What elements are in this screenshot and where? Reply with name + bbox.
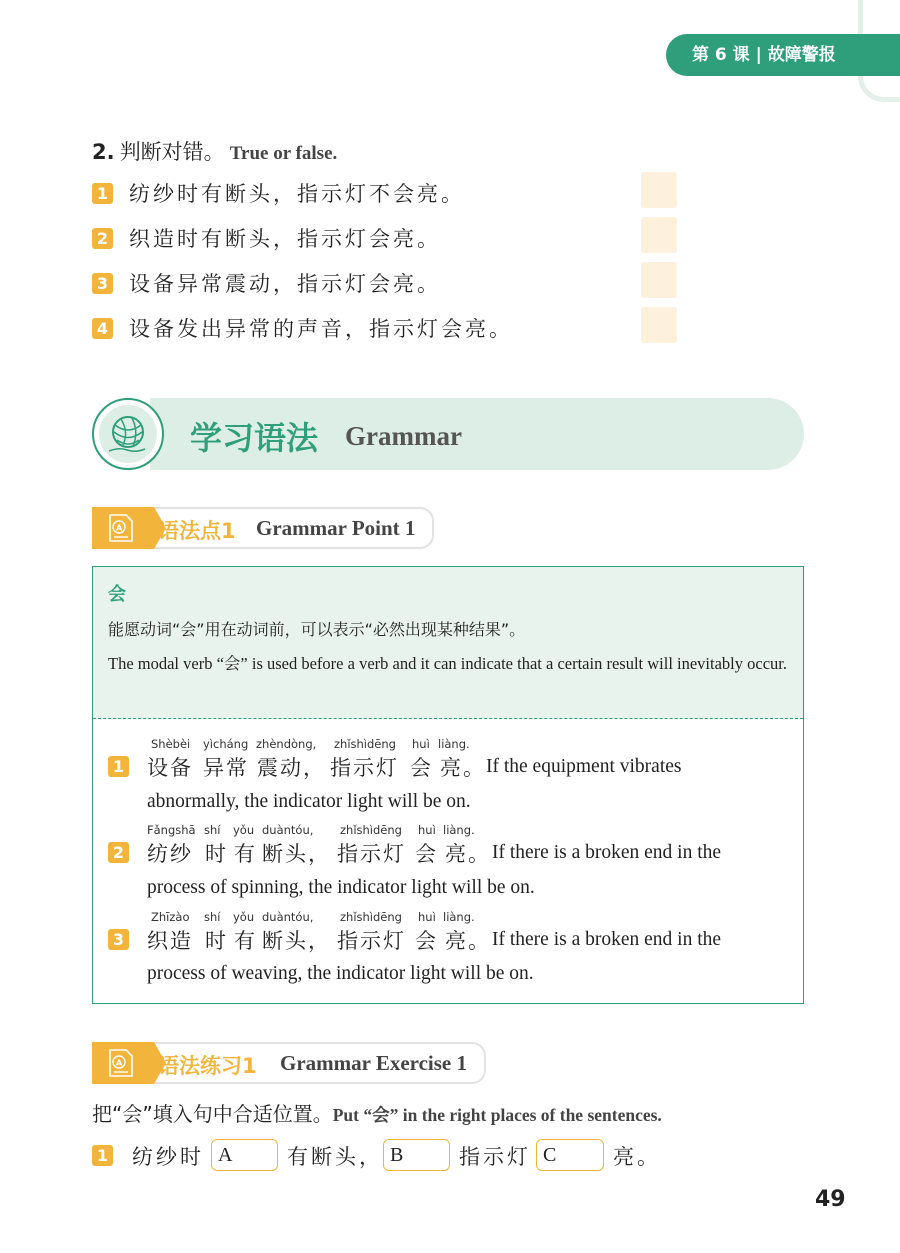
pinyin: Shèbèi <box>151 737 191 751</box>
example-english: If the equipment vibrates <box>486 756 682 777</box>
yarn-ball-icon <box>99 405 157 463</box>
sentence-segment: 亮。 <box>613 1145 661 1169</box>
example-number-badge: 3 <box>108 929 129 950</box>
pinyin: duàntóu, <box>262 910 314 924</box>
example-chinese: 织造 <box>147 929 193 953</box>
example-chinese: 断头， <box>262 929 331 953</box>
example-english: process of weaving, the indicator light will be on. <box>147 963 534 984</box>
example-chinese: 亮。 <box>445 929 491 953</box>
example-english: If there is a broken end in the <box>492 929 722 950</box>
pinyin: liàng. <box>438 737 470 751</box>
section-title-en: True or false. <box>229 143 338 164</box>
explanation-en: The modal verb “会” is used before a verb and it can indicate that a certain result will inevitably occur. <box>108 654 787 673</box>
item-number-badge: 2 <box>92 228 113 249</box>
pinyin: yǒu <box>233 910 255 924</box>
example-chinese: 时 <box>205 842 228 866</box>
example-chinese: 时 <box>205 929 228 953</box>
grammar-word: 会 <box>108 584 126 605</box>
example-number-badge: 1 <box>108 756 129 777</box>
item-number-badge: 4 <box>92 318 113 339</box>
tf-item <box>92 268 441 298</box>
example-chinese: 设备 <box>147 756 193 780</box>
dashed-divider <box>93 718 803 719</box>
example-chinese: 会 <box>410 756 433 780</box>
example-chinese: 震动， <box>257 756 326 780</box>
tf-item <box>92 223 441 253</box>
answer-slot-c[interactable]: C <box>536 1139 604 1171</box>
example-number-badge: 2 <box>108 842 129 863</box>
pinyin: yìcháng <box>203 737 249 751</box>
tf-item <box>92 178 465 208</box>
answer-slot-b[interactable]: B <box>383 1139 450 1171</box>
tf-statement: 设备发出异常的声音，指示灯会亮。 <box>129 317 513 341</box>
grammar-point-title-en: Grammar Point 1 <box>256 516 416 540</box>
item-number-badge: 1 <box>92 183 113 204</box>
answer-box[interactable] <box>641 172 677 208</box>
pinyin: liàng. <box>443 823 475 837</box>
section-title <box>92 136 337 166</box>
example-chinese: 纺纱 <box>147 842 193 866</box>
answer-box[interactable] <box>641 307 677 343</box>
example-chinese: 断头， <box>262 842 331 866</box>
exercise-instruction <box>92 1098 662 1127</box>
grammar-title-en: Grammar <box>345 421 462 451</box>
example-english: process of spinning, the indicator light will be on. <box>147 877 535 898</box>
svg-text:A: A <box>116 1058 123 1068</box>
grammar-title-zh: 学习语法 <box>190 419 319 457</box>
pinyin: Zhīzào <box>151 910 190 924</box>
grammar-exercise-icon-bg <box>92 1042 154 1084</box>
grammar-exercise-title-en: Grammar Exercise 1 <box>280 1051 468 1075</box>
pinyin: zhǐshìdēng <box>340 823 402 837</box>
instruction-zh: 把“会”填入句中合适位置。 <box>92 1102 333 1126</box>
tf-item <box>92 313 513 343</box>
example-chinese: 异常 <box>203 756 249 780</box>
example-english: If there is a broken end in the <box>492 842 722 863</box>
pinyin: duàntóu, <box>262 823 314 837</box>
item-number-badge: 3 <box>92 273 113 294</box>
instruction-en: Put “会” in the right places of the sentences. <box>332 1105 662 1125</box>
example-chinese: 有 <box>234 842 257 866</box>
example-chinese: 会 <box>415 929 438 953</box>
example-chinese: 会 <box>415 842 438 866</box>
pinyin: zhèndòng, <box>256 737 317 751</box>
sentence-segment: 有断头， <box>287 1145 383 1169</box>
grammar-point-title-zh: 语法点1 <box>158 519 236 543</box>
sentence-segment: 指示灯 <box>459 1145 531 1169</box>
grade-document-icon <box>104 1048 136 1082</box>
section-number: 2. <box>92 140 115 164</box>
example-chinese: 指示灯 <box>337 929 406 953</box>
pinyin: huì <box>418 823 436 837</box>
tf-statement: 纺纱时有断头，指示灯不会亮。 <box>129 182 465 206</box>
example-chinese: 指示灯 <box>337 842 406 866</box>
tf-statement: 设备异常震动，指示灯会亮。 <box>129 272 441 296</box>
page-number: 49 <box>815 1187 846 1212</box>
example-chinese: 有 <box>234 929 257 953</box>
pinyin: shí <box>204 823 221 837</box>
answer-slot-a[interactable]: A <box>211 1139 278 1171</box>
item-number-badge: 1 <box>92 1145 113 1166</box>
example-chinese: 亮。 <box>445 842 491 866</box>
answer-box[interactable] <box>641 262 677 298</box>
pinyin: yǒu <box>233 823 255 837</box>
grammar-exercise-title-zh: 语法练习1 <box>158 1054 257 1078</box>
pinyin: Fǎngshā <box>147 823 196 837</box>
answer-box[interactable] <box>641 217 677 253</box>
pinyin: zhǐshìdēng <box>334 737 396 751</box>
example-chinese: 亮。 <box>440 756 486 780</box>
pinyin: shí <box>204 910 221 924</box>
example-english: abnormally, the indicator light will be on. <box>147 791 471 812</box>
example-chinese: 指示灯 <box>330 756 399 780</box>
pinyin: huì <box>412 737 430 751</box>
section-title-zh: 判断对错。 <box>119 140 225 164</box>
pinyin: zhǐshìdēng <box>340 910 402 924</box>
sentence-segment: 纺纱时 <box>132 1145 204 1169</box>
lesson-tab: 第 6 课 | 故障警报 <box>666 34 900 76</box>
svg-text:A: A <box>116 523 123 533</box>
explanation-zh: 能愿动词“会”用在动词前，可以表示“必然出现某种结果”。 <box>108 620 526 639</box>
tf-statement: 织造时有断头，指示灯会亮。 <box>129 227 441 251</box>
grade-document-icon <box>104 513 136 547</box>
pinyin: liàng. <box>443 910 475 924</box>
pinyin: huì <box>418 910 436 924</box>
grammar-point-icon-bg <box>92 507 154 549</box>
